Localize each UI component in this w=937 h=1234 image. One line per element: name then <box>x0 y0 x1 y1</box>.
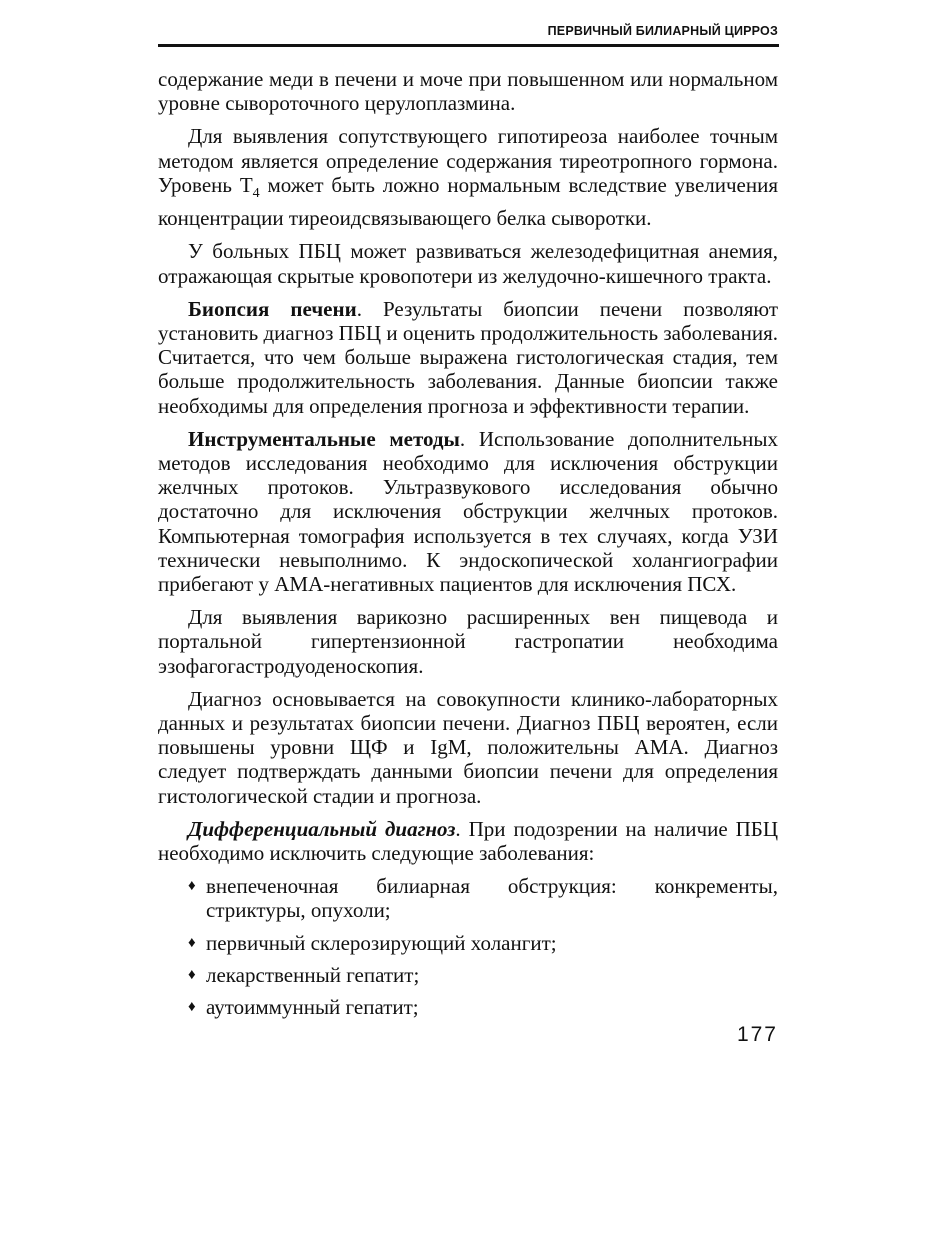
list-item <box>158 931 778 955</box>
paragraph-3-text: У больных ПБЦ может развиваться железодефицитная анемия, отражающая скрытые кровопотери из желудочно-кишечного тракта. <box>158 239 778 288</box>
paragraph-biopsy <box>158 297 778 418</box>
paragraph-1-text: содержание меди в печени и моче при повышенном или нормальном уровне сывороточного церулоплазмина. <box>158 67 778 116</box>
instrumental-heading: Инструментальные методы <box>188 426 460 451</box>
paragraph-2-text-a: Для выявления сопутствующего гипотиреоза наиболее точным методом является определение содержания тиреотропного гормона. Уровень Т <box>158 124 778 197</box>
differential-list <box>158 874 778 1019</box>
list-item-text: внепеченочная билиарная обструкция: конкременты, стриктуры, опухоли; <box>206 874 778 923</box>
paragraph-7-text: Диагноз основывается на совокупности клинико-лабораторных данных и результатах биопсии печени. Диагноз ПБЦ вероятен, если повышены уровни ЩФ и IgM, положительны АМА. Диагноз следует подтверждать данными биопсии печени для определения гистологической стадии и прогноза. <box>158 686 778 808</box>
paragraph-3 <box>158 239 778 287</box>
paragraph-6 <box>158 605 778 678</box>
paragraph-instrumental <box>158 427 778 596</box>
list-item-text: лекарственный гепатит; <box>206 962 420 987</box>
diamond-bullet-icon: ♦ <box>188 878 196 895</box>
differential-heading: Дифференциальный диагноз <box>188 816 456 841</box>
t4-subscript: 4 <box>252 186 260 201</box>
body-text <box>158 67 778 1027</box>
diamond-bullet-icon: ♦ <box>188 934 196 951</box>
diamond-bullet-icon: ♦ <box>188 999 196 1016</box>
paragraph-2 <box>158 124 778 230</box>
instrumental-text: . Использование дополнительных методов исследования необходимо для исключения обструкции желчных протоков. Ультразвукового исследования обычно достаточно для исключения обструкции желчных протоков. Компьютерная томография используется в тех случаях, когда УЗИ технически невыполнимо. К эндоскопической холангиографии прибегают у АМА-негативных пациентов для исключения ПСХ. <box>158 426 778 597</box>
list-item-text: аутоиммунный гепатит; <box>206 995 419 1020</box>
page-number: 177 <box>736 1023 778 1046</box>
paragraph-differential <box>158 817 778 865</box>
paragraph-1 <box>158 67 778 115</box>
list-item-text: первичный склерозирующий холангит; <box>206 930 557 955</box>
list-item <box>158 995 778 1019</box>
biopsy-text: . Результаты биопсии печени позволяют установить диагноз ПБЦ и оценить продолжительность заболевания. Считается, что чем больше выражена гистологическая стадия, тем больше продолжительность заболевания. Данные биопсии также необходимы для определения прогноза и эффективности терапии. <box>158 296 778 418</box>
running-head: ПЕРВИЧНЫЙ БИЛИАРНЫЙ ЦИРРОЗ <box>547 24 778 38</box>
biopsy-heading: Биопсия печени <box>188 296 357 321</box>
diamond-bullet-icon: ♦ <box>188 966 196 983</box>
header-rule <box>158 44 779 47</box>
paragraph-7 <box>158 687 778 808</box>
list-item <box>158 874 778 922</box>
differential-text: . При подозрении на наличие ПБЦ необходимо исключить следующие заболевания: <box>158 816 778 866</box>
paragraph-2-text-b: может быть ложно нормальным вследствие увеличения концентрации тиреоидсвязывающего белка сыворотки. <box>158 172 778 231</box>
paragraph-6-text: Для выявления варикозно расширенных вен пищевода и портальной гипертензионной гастропатии необходима эзофагогастродуоденоскопия. <box>158 605 778 678</box>
list-item <box>158 963 778 987</box>
